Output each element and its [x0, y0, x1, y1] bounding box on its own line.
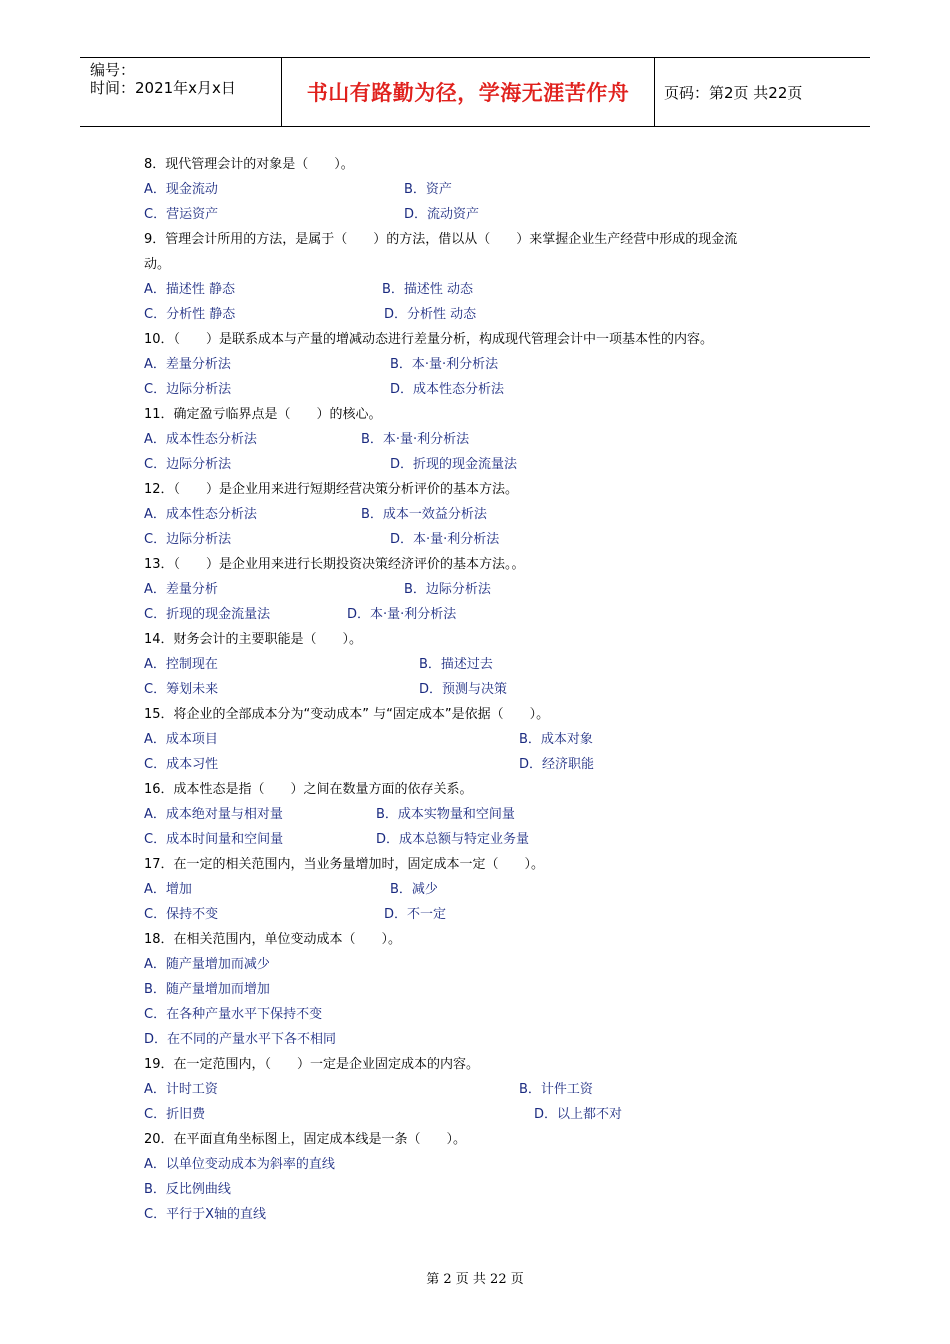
option-row	[144, 802, 804, 827]
question-text: 12．（ ）是企业用来进行短期经营决策分析评价的基本方法。	[144, 482, 519, 497]
answer-option: C．筹划未来	[144, 682, 219, 697]
answer-option: B．边际分析法	[404, 582, 491, 597]
page-label: 页码：第2页 共22页	[664, 83, 803, 102]
question-stem	[144, 227, 804, 252]
answer-option: B．描述性 动态	[382, 282, 474, 297]
answer-option: C．边际分析法	[144, 532, 232, 547]
option-row	[144, 377, 804, 402]
question-list	[144, 152, 804, 1227]
answer-option: D．预测与决策	[419, 682, 508, 697]
answer-option: B．反比例曲线	[144, 1182, 231, 1197]
answer-option: B．成本一效益分析法	[361, 507, 487, 522]
option-row	[144, 1152, 804, 1177]
option-row	[144, 177, 804, 202]
answer-option: D．分析性 动态	[384, 307, 477, 322]
answer-option: D．本·量·利分析法	[390, 532, 500, 547]
answer-option: B．减少	[390, 882, 438, 897]
answer-option: D．成本总额与特定业务量	[376, 832, 530, 847]
answer-option: C．折旧费	[144, 1107, 206, 1122]
header-page-cell	[655, 58, 870, 126]
question-text: 17．在一定的相关范围内，当业务量增加时，固定成本一定（ ）。	[144, 857, 545, 872]
question-stem	[144, 552, 804, 577]
option-row	[144, 677, 804, 702]
question-stem	[144, 927, 804, 952]
question-stem	[144, 477, 804, 502]
answer-option: D．流动资产	[404, 207, 480, 222]
answer-option: C．平行于X轴的直线	[144, 1207, 266, 1222]
option-row	[144, 527, 804, 552]
number-label: 编号：	[90, 61, 136, 79]
header-motto-cell	[281, 58, 655, 126]
answer-option: D．不一定	[384, 907, 447, 922]
answer-option: D．在不同的产量水平下各不相同	[144, 1032, 337, 1047]
answer-option: C．分析性 静态	[144, 307, 236, 322]
question-text: 20．在平面直角坐标图上，固定成本线是一条（ ）。	[144, 1132, 467, 1147]
answer-option: B．描述过去	[419, 657, 493, 672]
answer-option: C．营运资产	[144, 207, 219, 222]
header-meta	[80, 58, 281, 126]
question-text: 10．（ ）是联系成本与产量的增减动态进行差量分析，构成现代管理会计中一项基本性的内容。	[144, 332, 714, 347]
question-stem	[144, 852, 804, 877]
answer-option: D．折现的现金流量法	[390, 457, 518, 472]
answer-option: B．随产量增加而增加	[144, 982, 270, 997]
answer-option: A．以单位变动成本为斜率的直线	[144, 1157, 335, 1172]
answer-option: A．随产量增加而减少	[144, 957, 270, 972]
question-text: 11．确定盈亏临界点是（ ）的核心。	[144, 407, 382, 422]
answer-option: A．现金流动	[144, 182, 218, 197]
answer-option: B．计件工资	[519, 1082, 593, 1097]
option-row	[144, 1102, 804, 1127]
answer-option: C．在各种产量水平下保持不变	[144, 1007, 323, 1022]
answer-option: A．描述性 静态	[144, 282, 236, 297]
answer-option: D．本·量·利分析法	[347, 607, 457, 622]
question-text: 18．在相关范围内，单位变动成本（ ）。	[144, 932, 402, 947]
option-row	[144, 602, 804, 627]
option-row	[144, 277, 804, 302]
question-stem	[144, 627, 804, 652]
option-row	[144, 452, 804, 477]
question-stem	[144, 327, 804, 352]
option-row	[144, 1077, 804, 1102]
page-footer: 第 2 页 共 22 页	[426, 1272, 524, 1287]
option-row	[144, 1177, 804, 1202]
answer-option: C．边际分析法	[144, 457, 232, 472]
question-text: 13．（ ）是企业用来进行长期投资决策经济评价的基本方法。。	[144, 557, 525, 572]
page-header	[80, 57, 870, 127]
answer-option: A．计时工资	[144, 1082, 218, 1097]
answer-option: B．资产	[404, 182, 452, 197]
answer-option: B．本·量·利分析法	[361, 432, 470, 447]
answer-option: B．本·量·利分析法	[390, 357, 499, 372]
question-text: 14．财务会计的主要职能是（ ）。	[144, 632, 363, 647]
answer-option: A．增加	[144, 882, 192, 897]
answer-option: A．成本绝对量与相对量	[144, 807, 283, 822]
motto: 书山有路勤为径，学海无涯苦作舟	[306, 80, 630, 105]
answer-option: D．成本性态分析法	[390, 382, 505, 397]
option-row	[144, 952, 804, 977]
question-text: 8．现代管理会计的对象是（ ）。	[144, 157, 354, 172]
answer-option: C．折现的现金流量法	[144, 607, 271, 622]
answer-option: C．成本习性	[144, 757, 219, 772]
option-row	[144, 427, 804, 452]
answer-option: A．成本项目	[144, 732, 218, 747]
answer-option: B．成本实物量和空间量	[376, 807, 515, 822]
answer-option: A．控制现在	[144, 657, 218, 672]
option-row	[144, 1002, 804, 1027]
answer-option: C．保持不变	[144, 907, 219, 922]
question-stem-continued	[144, 252, 804, 277]
question-stem	[144, 152, 804, 177]
option-row	[144, 877, 804, 902]
question-text: 9．管理会计所用的方法，是属于（ ）的方法，借以从（ ）来掌握企业生产经营中形成的现金流	[144, 232, 738, 247]
answer-option: A．差量分析法	[144, 357, 231, 372]
option-row	[144, 202, 804, 227]
question-text-continued: 动。	[144, 257, 171, 272]
option-row	[144, 752, 804, 777]
option-row	[144, 902, 804, 927]
question-stem	[144, 402, 804, 427]
answer-option: C．成本时间量和空间量	[144, 832, 284, 847]
option-row	[144, 577, 804, 602]
question-stem	[144, 1127, 804, 1152]
option-row	[144, 727, 804, 752]
option-row	[144, 827, 804, 852]
question-text: 15．将企业的全部成本分为“变动成本” 与“固定成本”是依据（ ）。	[144, 707, 550, 722]
question-text: 16．成本性态是指（ ）之间在数量方面的依存关系。	[144, 782, 473, 797]
answer-option: A．成本性态分析法	[144, 432, 257, 447]
option-row	[144, 1202, 804, 1227]
answer-option: D．经济职能	[519, 757, 595, 772]
answer-option: A．成本性态分析法	[144, 507, 257, 522]
answer-option: B．成本对象	[519, 732, 593, 747]
option-row	[144, 1027, 804, 1052]
option-row	[144, 352, 804, 377]
option-row	[144, 977, 804, 1002]
answer-option: C．边际分析法	[144, 382, 232, 397]
question-stem	[144, 1052, 804, 1077]
question-stem	[144, 702, 804, 727]
time-label: 时间：2021年x月x日	[90, 79, 236, 97]
option-row	[144, 302, 804, 327]
option-row	[144, 502, 804, 527]
answer-option: A．差量分析	[144, 582, 218, 597]
question-text: 19．在一定范围内，（ ）一定是企业固定成本的内容。	[144, 1057, 480, 1072]
option-row	[144, 652, 804, 677]
question-stem	[144, 777, 804, 802]
answer-option: D．以上都不对	[534, 1107, 623, 1122]
